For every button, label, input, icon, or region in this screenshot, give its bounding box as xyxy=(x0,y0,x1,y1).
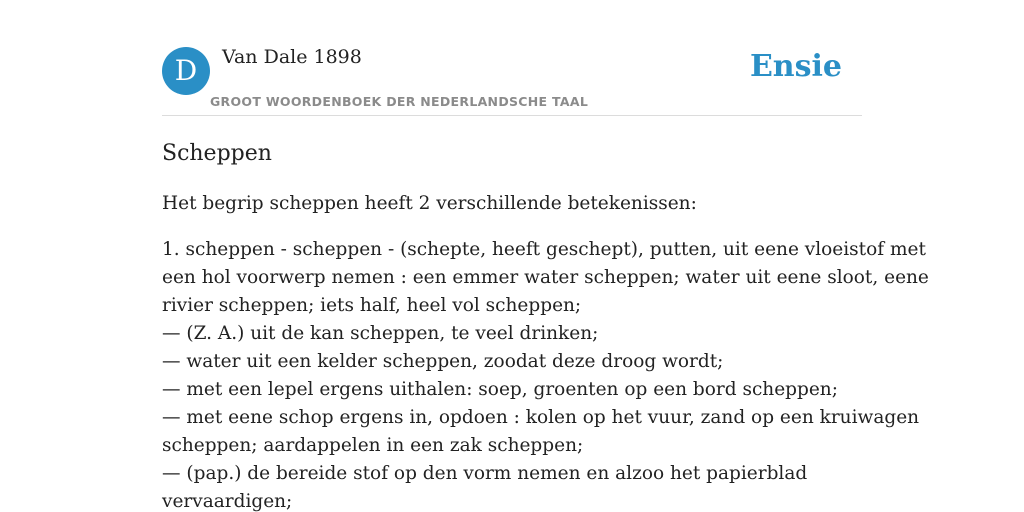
definition-line: — (pap.) de bereide stof op den vorm nemen en alzoo het papierblad xyxy=(162,463,808,484)
definition-line: een hol voorwerp nemen : een emmer water scheppen; water uit eene sloot, eene xyxy=(162,267,929,288)
definition-line: — met eene schop ergens in, opdoen : kolen op het vuur, zand op een kruiwagen xyxy=(162,407,920,428)
header xyxy=(162,44,862,116)
definition-line: rivier scheppen; iets half, heel vol scheppen; xyxy=(162,295,582,316)
entry-headword: Scheppen xyxy=(162,141,272,166)
entry-content xyxy=(162,138,929,512)
definition-line: — met een lepel ergens uithalen: soep, groenten op een bord scheppen; xyxy=(162,379,838,400)
definition-line: vervaardigen; xyxy=(162,491,293,512)
dictionary-avatar[interactable]: D xyxy=(162,47,210,95)
brand-logo[interactable]: Ensie xyxy=(749,49,842,84)
definition-text xyxy=(162,236,929,512)
dictionary-subtitle: GROOT WOORDENBOEK DER NEDERLANDSCHE TAAL xyxy=(210,94,589,109)
definition-line: — (Z. A.) uit de kan scheppen, te veel drinken; xyxy=(162,323,599,344)
dictionary-name-link[interactable]: Van Dale 1898 xyxy=(222,46,362,68)
entry-intro: Het begrip scheppen heeft 2 verschillende betekenissen: xyxy=(162,193,697,214)
definition-line: — water uit een kelder scheppen, zoodat deze droog wordt; xyxy=(162,351,724,372)
definition-line: 1. scheppen - scheppen - (schepte, heeft geschept), putten, uit eene vloeistof met xyxy=(162,239,926,260)
definition-line: scheppen; aardappelen in een zak scheppen; xyxy=(162,435,584,456)
